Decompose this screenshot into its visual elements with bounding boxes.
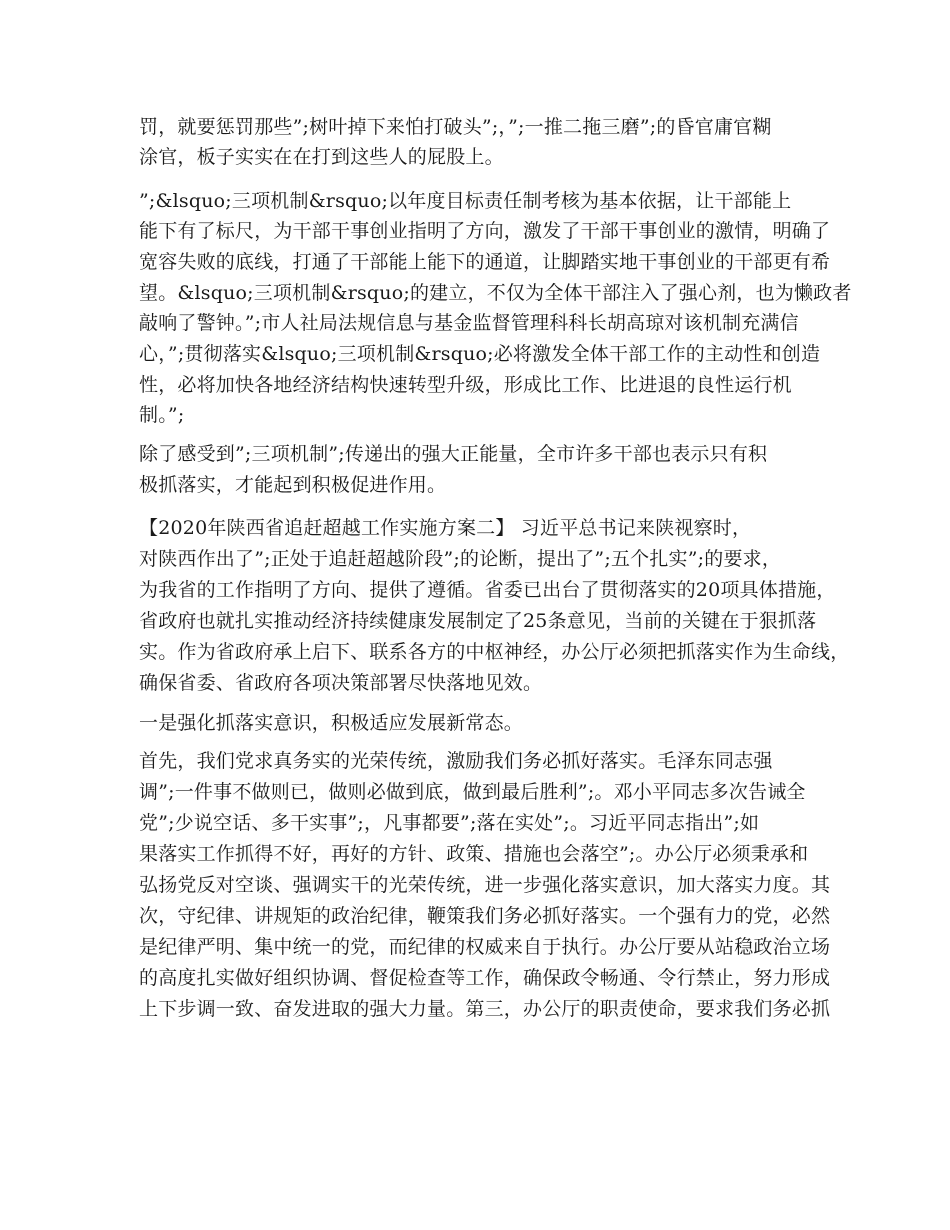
text-line: 涂官，板子实实在在打到这些人的屁股上。: [139, 146, 504, 168]
text-line: 次，守纪律、讲规矩的政治纪律，鞭策我们务必抓好落实。一个强有力的党，必然: [139, 905, 831, 927]
text-line: 罚，就要惩罚那些”;树叶掉下来怕打破头”;，”;一推二拖三磨”;的昏官庸官糊: [139, 116, 772, 138]
text-line: 一是强化抓落实意识，积极适应发展新常态。: [139, 712, 524, 734]
text-line: 极抓落实，才能起到积极促进作用。: [139, 474, 447, 496]
text-line: 省政府也就扎实推动经济持续健康发展制定了25条意见，当前的关键在于狠抓落: [139, 610, 817, 632]
text-line: 调”;一件事不做则已，做则必做到底，做到最后胜利”;。邓小平同志多次告诫全: [139, 781, 806, 803]
text-line: 是纪律严明、集中统一的党，而纪律的权威来自于执行。办公厅要从站稳政治立场: [139, 936, 831, 958]
text-line: 确保省委、省政府各项决策部署尽快落地见效。: [139, 672, 543, 694]
text-line: 实。作为省政府承上启下、联系各方的中枢神经，办公厅必须把抓落实作为生命线，: [139, 641, 850, 663]
text-line: 能下有了标尺，为干部干事创业指明了方向，激发了干部干事创业的激情，明确了: [139, 220, 831, 242]
text-line: 性，必将加快各地经济结构快速转型升级，形成比工作、比进退的良性运行机: [139, 374, 792, 396]
text-line: 为我省的工作指明了方向、提供了遵循。省委已出台了贯彻落实的20项具体措施，: [139, 579, 836, 601]
text-line: 首先，我们党求真务实的光荣传统，激励我们务必抓好落实。毛泽东同志强: [139, 750, 773, 772]
text-line: 除了感受到”;三项机制”;传递出的强大正能量，全市许多干部也表示只有积: [139, 443, 768, 465]
text-line: 上下步调一致、奋发进取的强大力量。第三，办公厅的职责使命，要求我们务必抓: [139, 998, 831, 1020]
text-line: 对陕西作出了”;正处于追赶超越阶段”;的论断，提出了”;五个扎实”;的要求，: [139, 548, 782, 570]
text-line: ”;&lsquo;三项机制&rsquo;以年度目标责任制考核为基本依据，让干部能上: [139, 190, 792, 212]
text-line: 敲响了警钟。”;市人社局法规信息与基金监督管理科科长胡高琼对该机制充满信: [139, 312, 799, 334]
text-line: 望。&lsquo;三项机制&rsquo;的建立，不仅为全体干部注入了强心剂，也为懒政者: [139, 282, 852, 304]
section-heading-line: 【2020年陕西省追赶超越工作实施方案二】 习近平总书记来陕视察时，: [139, 517, 752, 539]
text-line: 心，”;贯彻落实&lsquo;三项机制&rsquo;必将激发全体干部工作的主动性和创造: [139, 343, 821, 365]
text-line: 制。”;: [139, 404, 185, 426]
text-line: 弘扬党反对空谈、强调实干的光荣传统，进一步强化落实意识，加大落实力度。其: [139, 874, 831, 896]
text-line: 宽容失败的底线，打通了干部能上能下的通道，让脚踏实地干事创业的干部更有希: [139, 251, 831, 273]
text-line: 党”;少说空话、多干实事”;，凡事都要”;落在实处”;。习近平同志指出”;如: [139, 812, 760, 834]
text-line: 果落实工作抓得不好，再好的方针、政策、措施也会落空”;。办公厅必须秉承和: [139, 843, 809, 865]
text-line: 的高度扎实做好组织协调、督促检查等工作，确保政令畅通、令行禁止，努力形成: [139, 967, 831, 989]
